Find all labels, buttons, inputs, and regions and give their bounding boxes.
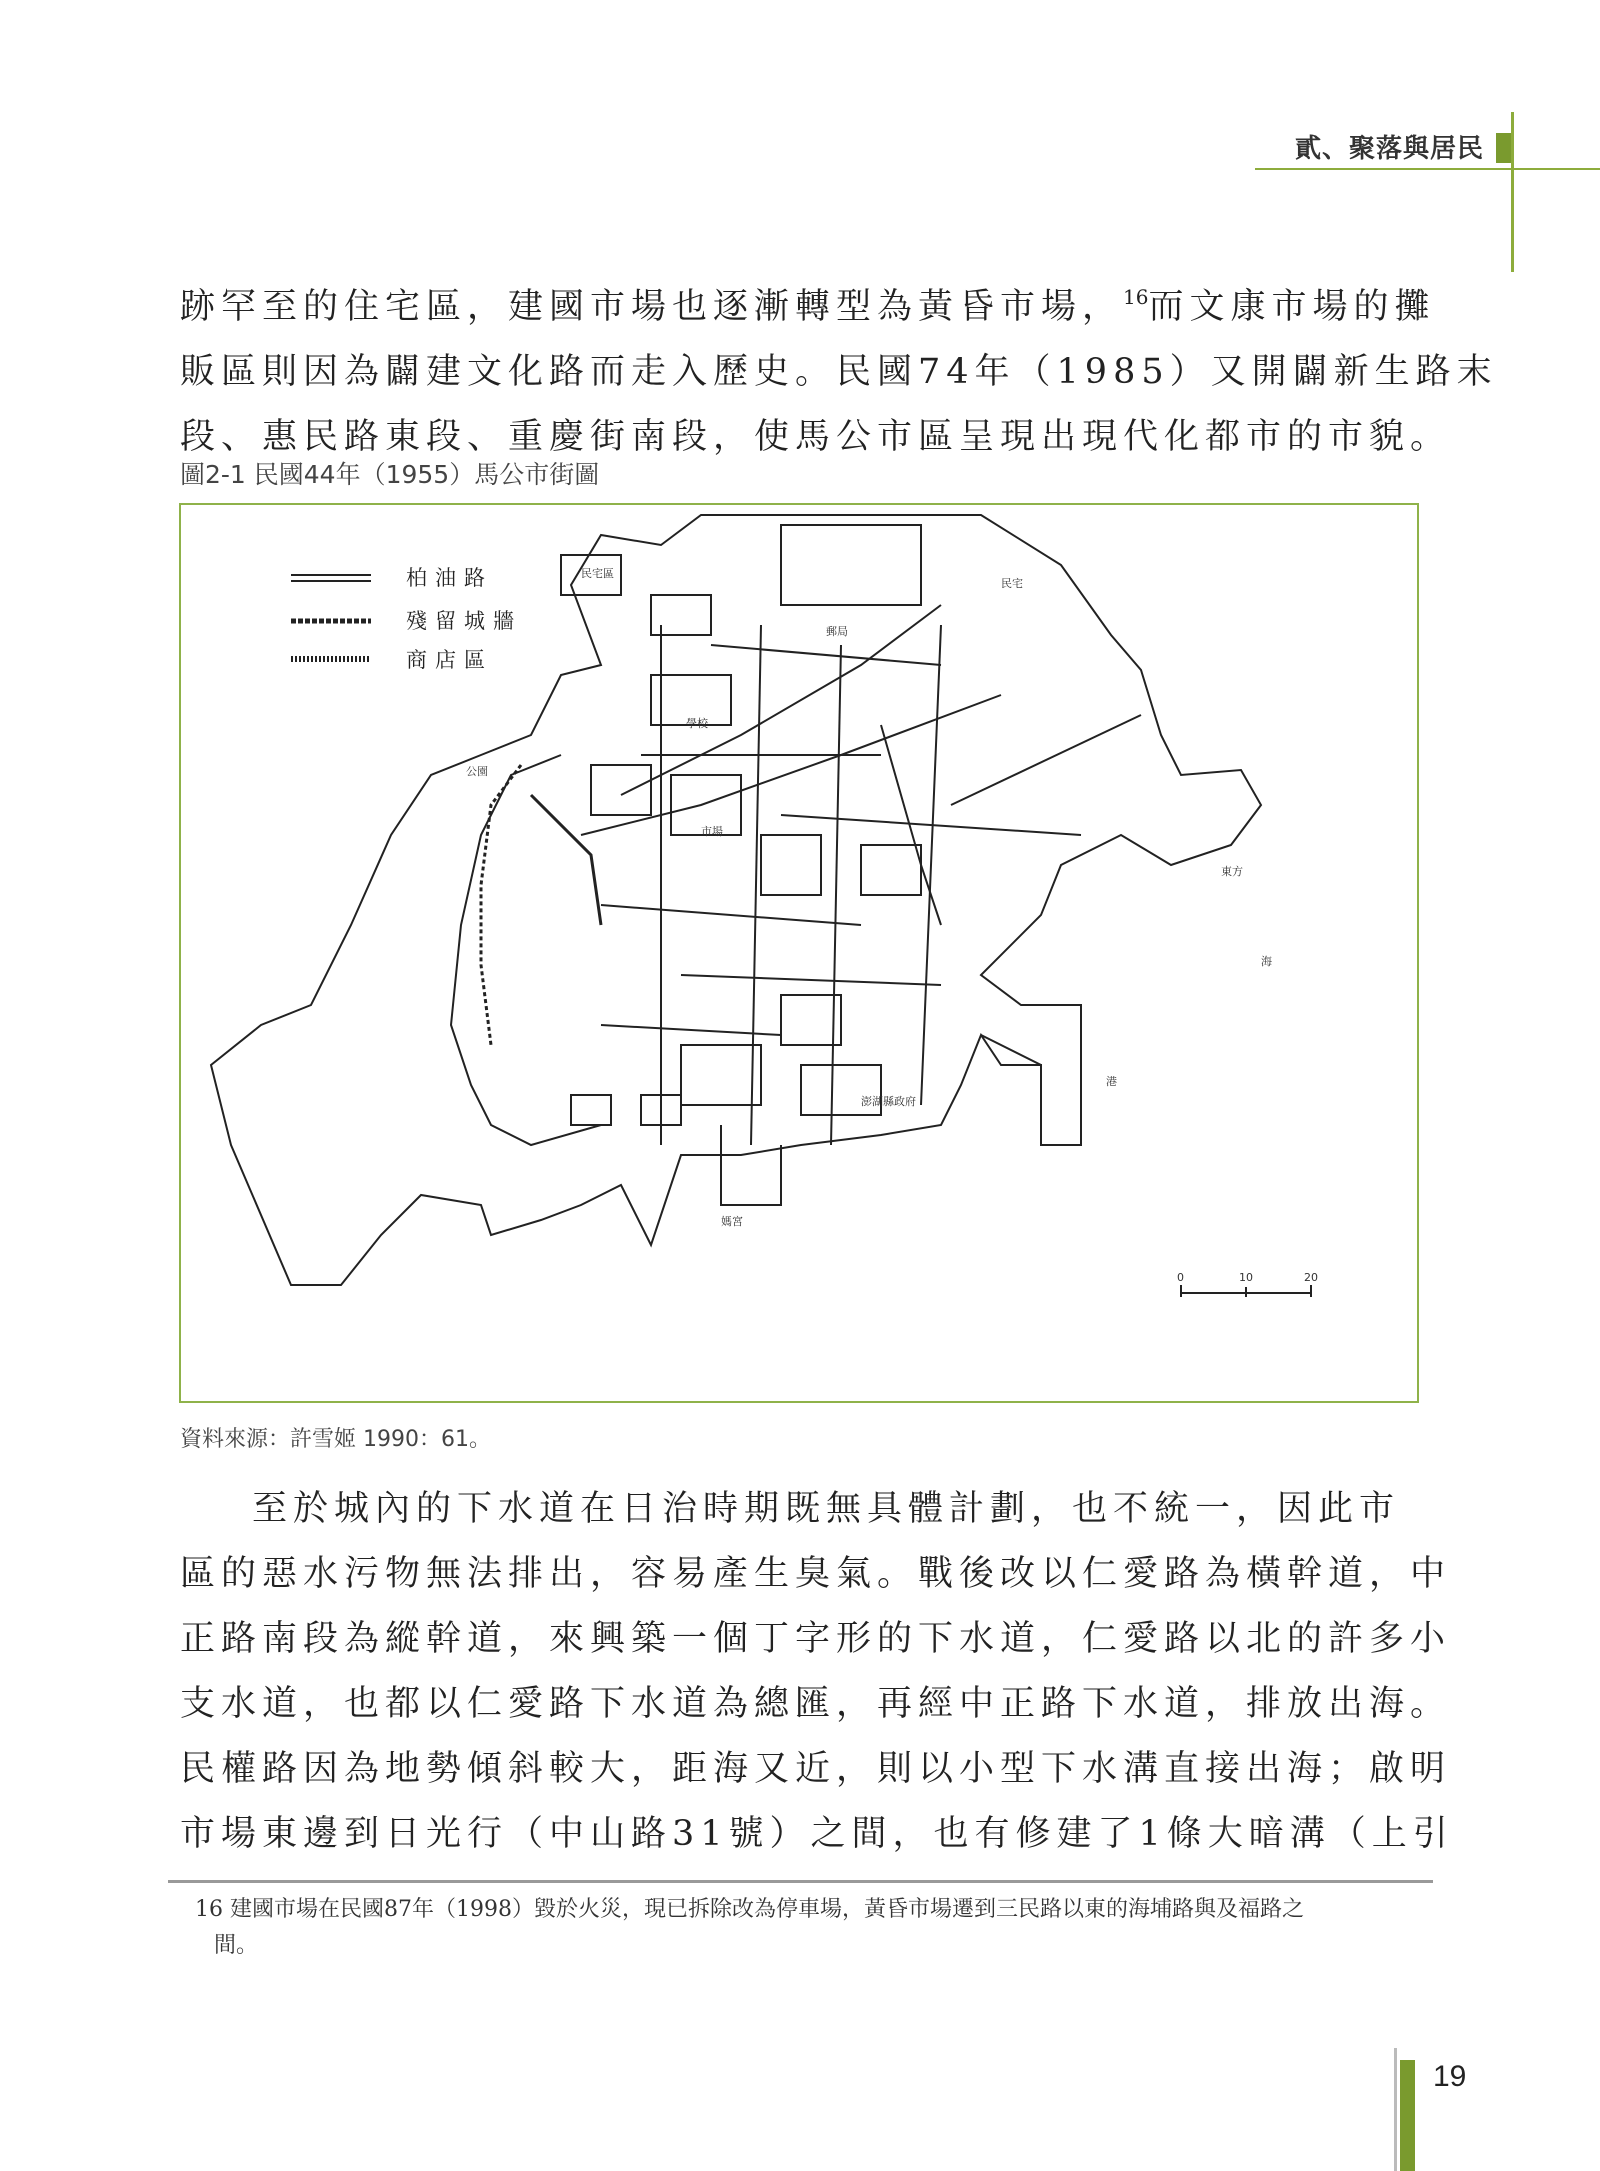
- map-label: 民宅區: [581, 567, 614, 580]
- text-line: 正路南段為縱幹道，來興築一個丁字形的下水道，仁愛路以北的許多小: [180, 1619, 1452, 1659]
- text-line: 至於城內的下水道在日治時期既無具體計劃，也不統一，因此市: [252, 1489, 1401, 1529]
- map-label: 東方: [1221, 865, 1243, 878]
- map-label: 民宅: [1001, 577, 1023, 590]
- footnote: [195, 1892, 1435, 1964]
- map-label: 海: [1261, 955, 1272, 968]
- footnote-text: 建國市場在民國87年（1998）毀於火災，現已拆除改為停車場，黃昏市場遷到三民路以東的海埔路與及福路之: [230, 1897, 1304, 1922]
- map-label: 學校: [686, 717, 708, 730]
- scale-label: 10: [1239, 1271, 1253, 1284]
- footer-accent-block: [1400, 2060, 1415, 2171]
- text-line: 區的惡水污物無法排出，容易產生臭氣。戰後改以仁愛路為橫幹道，中: [180, 1554, 1452, 1594]
- text-line: 支水道，也都以仁愛路下水道為總匯，再經中正路下水道，排放出海。: [180, 1684, 1452, 1724]
- map-label: 市場: [701, 825, 723, 838]
- page-number: 19: [1433, 2060, 1467, 2093]
- text-line: 跡罕至的住宅區，建國市場也逐漸轉型為黃昏市場，$^{16}$而文康市場的攤: [180, 285, 1436, 327]
- text-line: 段、惠民路東段、重慶街南段，使馬公市區呈現出現代化都市的市貌。: [180, 417, 1452, 457]
- scale-label: 20: [1304, 1271, 1318, 1284]
- legend-label: 商店區: [406, 648, 493, 672]
- figure-source: 資料來源：許雪姬 1990：61。: [180, 1427, 491, 1452]
- scale-label: 0: [1177, 1271, 1184, 1284]
- map-label: 公園: [466, 765, 488, 778]
- footnote-number: 16: [195, 1897, 223, 1922]
- chapter-title: 貳、聚落與居民: [1294, 134, 1484, 164]
- body-paragraph-bottom: [180, 1477, 1454, 1867]
- body-paragraph-top: [180, 265, 1498, 470]
- text-line: 民權路因為地勢傾斜較大，距海又近，則以小型下水溝直接出海；啟明: [180, 1749, 1452, 1789]
- text-line: 市場東邊到日光行（中山路31號）之間，也有修建了1條大暗溝（上引: [180, 1814, 1454, 1854]
- legend-label: 柏油路: [406, 566, 493, 590]
- footnote-rule: [168, 1880, 1433, 1883]
- header-accent-line: [1511, 112, 1514, 272]
- figure-caption: 圖2-1 民國44年（1955）馬公市街圖: [180, 460, 600, 489]
- map-label: 媽宮: [721, 1215, 743, 1228]
- map-figure: [179, 503, 1419, 1403]
- text-line: 販區則因為闢建文化路而走入歷史。民國74年（1985）又開闢新生路末: [180, 352, 1498, 392]
- header-rule: [1255, 168, 1600, 170]
- map-drawing: [181, 505, 1417, 1401]
- footer-accent-line: [1394, 2048, 1397, 2171]
- map-label: 港: [1106, 1075, 1117, 1088]
- map-label: 澎湖縣政府: [861, 1095, 916, 1108]
- legend-label: 殘留城牆: [406, 609, 522, 633]
- footnote-continuation: 間。: [214, 1933, 259, 1958]
- footnote-ref[interactable]: 16: [1123, 285, 1149, 309]
- map-label: 郵局: [826, 625, 848, 638]
- header-accent-block: [1496, 133, 1511, 163]
